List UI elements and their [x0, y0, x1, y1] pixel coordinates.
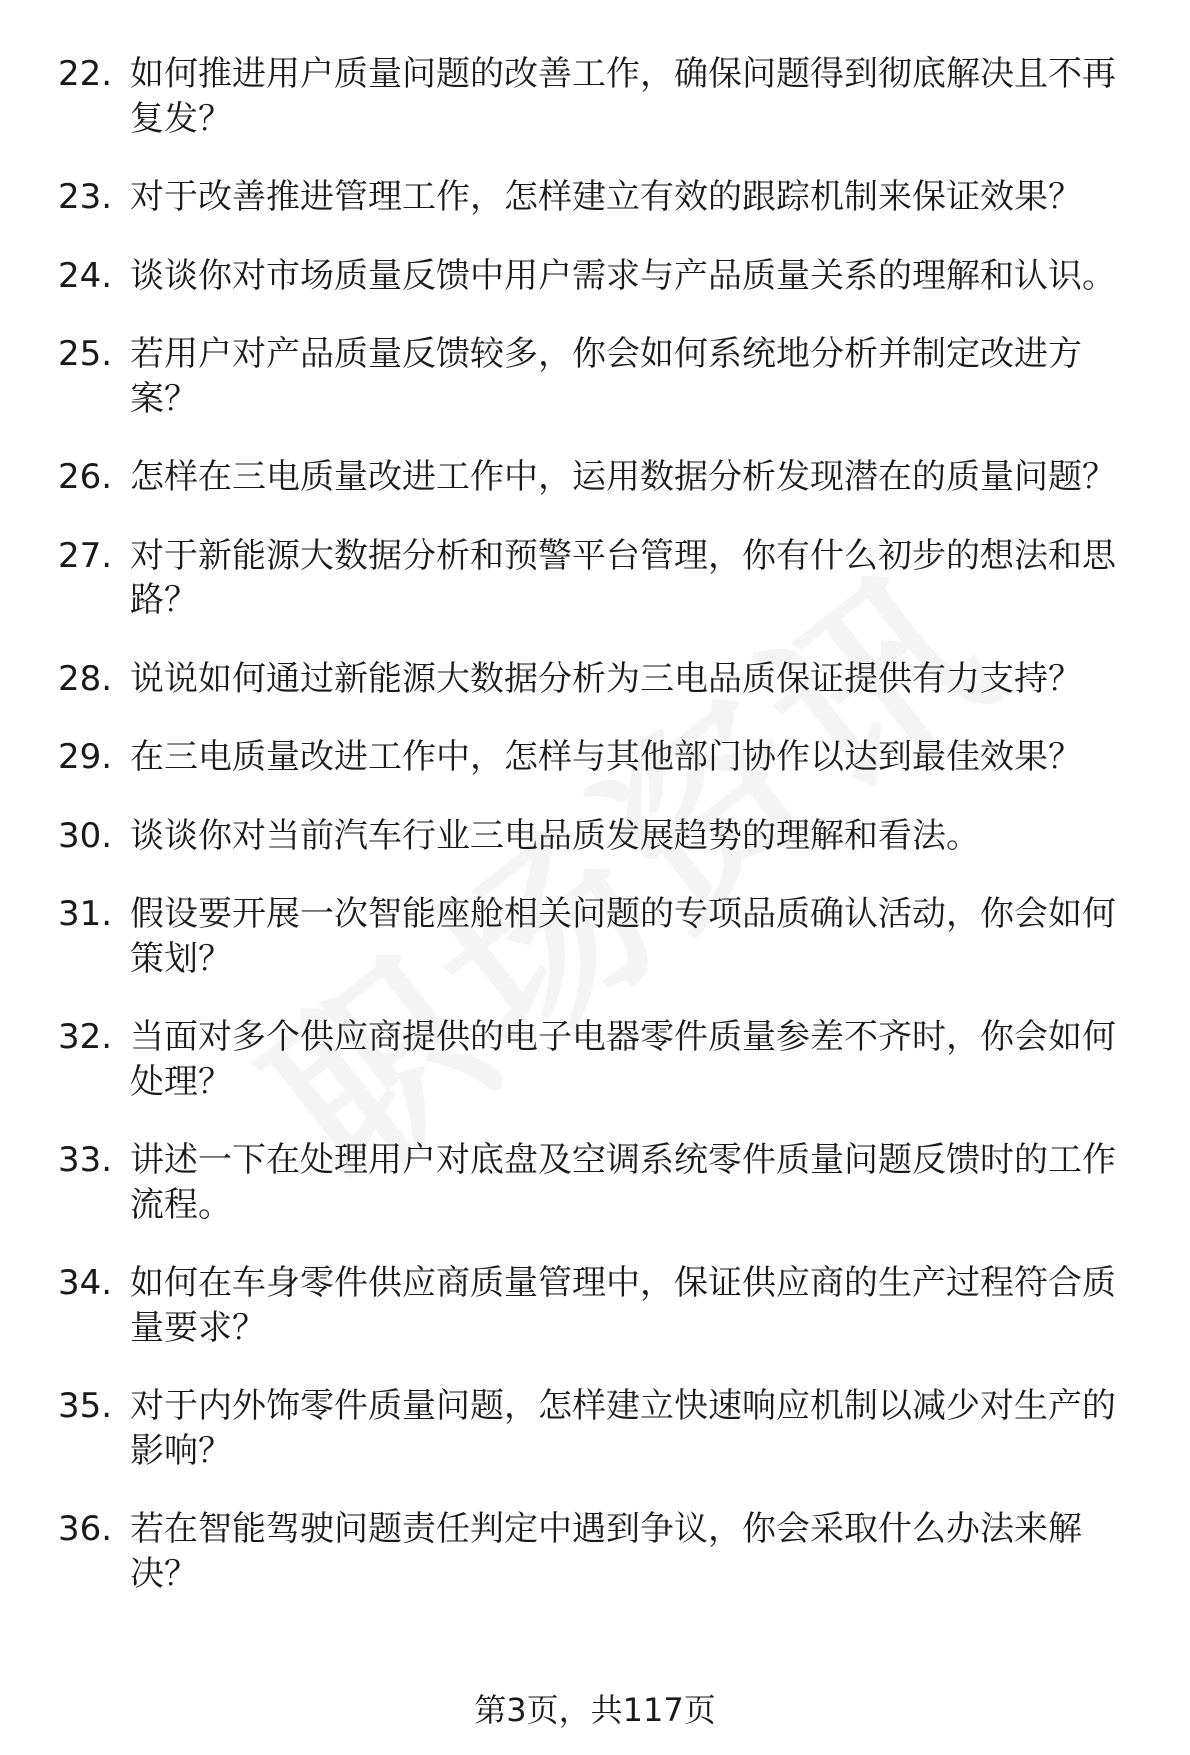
question-text: 说说如何通过新能源大数据分析为三电品质保证提供有力支持？ — [130, 658, 1082, 699]
list-item — [58, 892, 1148, 981]
question-number: 27. — [58, 535, 113, 576]
question-text: 对于内外饰零件质量问题，怎样建立快速响应机制以减少对生产的影响？ — [130, 1386, 1116, 1471]
list-item — [58, 657, 1148, 702]
page-footer: 第3页，共117页 — [474, 1691, 716, 1729]
list-item — [58, 175, 1148, 220]
question-text: 如何推进用户质量问题的改善工作，确保问题得到彻底解决且不再复发？ — [130, 54, 1116, 139]
question-number: 28. — [58, 658, 113, 699]
list-item — [58, 52, 1148, 141]
question-number: 34. — [58, 1263, 113, 1303]
question-text: 怎样在三电质量改进工作中，运用数据分析发现潜在的质量问题？ — [130, 457, 1116, 497]
list-item — [58, 1261, 1148, 1350]
question-number: 22. — [58, 54, 113, 94]
list-item — [58, 1138, 1148, 1227]
question-text: 若在智能驾驶问题责任判定中遇到争议，你会采取什么办法来解决？ — [130, 1509, 1082, 1594]
list-item — [58, 332, 1148, 421]
list-item — [58, 1384, 1148, 1473]
question-number: 36. — [58, 1509, 113, 1549]
question-number: 33. — [58, 1140, 113, 1180]
question-text: 对于改善推进管理工作，怎样建立有效的跟踪机制来保证效果？ — [130, 177, 1082, 217]
question-text: 谈谈你对市场质量反馈中用户需求与产品质量关系的理解和认识。 — [130, 255, 1116, 296]
question-number: 29. — [58, 737, 113, 777]
list-item — [58, 534, 1148, 623]
question-text: 当面对多个供应商提供的电子电器零件质量参差不齐时，你会如何处理？ — [130, 1017, 1116, 1102]
question-number: 31. — [58, 894, 113, 934]
question-text: 若用户对产品质量反馈较多，你会如何系统地分析并制定改进方案？ — [130, 334, 1082, 419]
question-text: 假设要开展一次智能座舱相关问题的专项品质确认活动，你会如何策划？ — [130, 894, 1116, 979]
list-item — [58, 455, 1148, 500]
list-item — [58, 254, 1148, 299]
question-text: 讲述一下在处理用户对底盘及空调系统零件质量问题反馈时的工作流程。 — [130, 1140, 1116, 1225]
list-item — [58, 1015, 1148, 1104]
question-number: 25. — [58, 334, 113, 374]
question-number: 35. — [58, 1386, 113, 1426]
question-text: 谈谈你对当前汽车行业三电品质发展趋势的理解和看法。 — [130, 815, 980, 856]
question-text: 在三电质量改进工作中，怎样与其他部门协作以达到最佳效果？ — [130, 737, 1082, 777]
question-number: 24. — [58, 255, 113, 296]
list-item — [58, 1507, 1148, 1596]
question-number: 30. — [58, 815, 113, 856]
list-item — [58, 814, 1148, 859]
list-item — [58, 735, 1148, 780]
question-text: 对于新能源大数据分析和预警平台管理，你有什么初步的想法和思路？ — [130, 535, 1116, 620]
question-list — [58, 52, 1148, 1630]
question-number: 26. — [58, 457, 113, 497]
question-number: 32. — [58, 1017, 113, 1057]
question-text: 如何在车身零件供应商质量管理中，保证供应商的生产过程符合质量要求？ — [130, 1263, 1116, 1348]
question-number: 23. — [58, 177, 113, 217]
